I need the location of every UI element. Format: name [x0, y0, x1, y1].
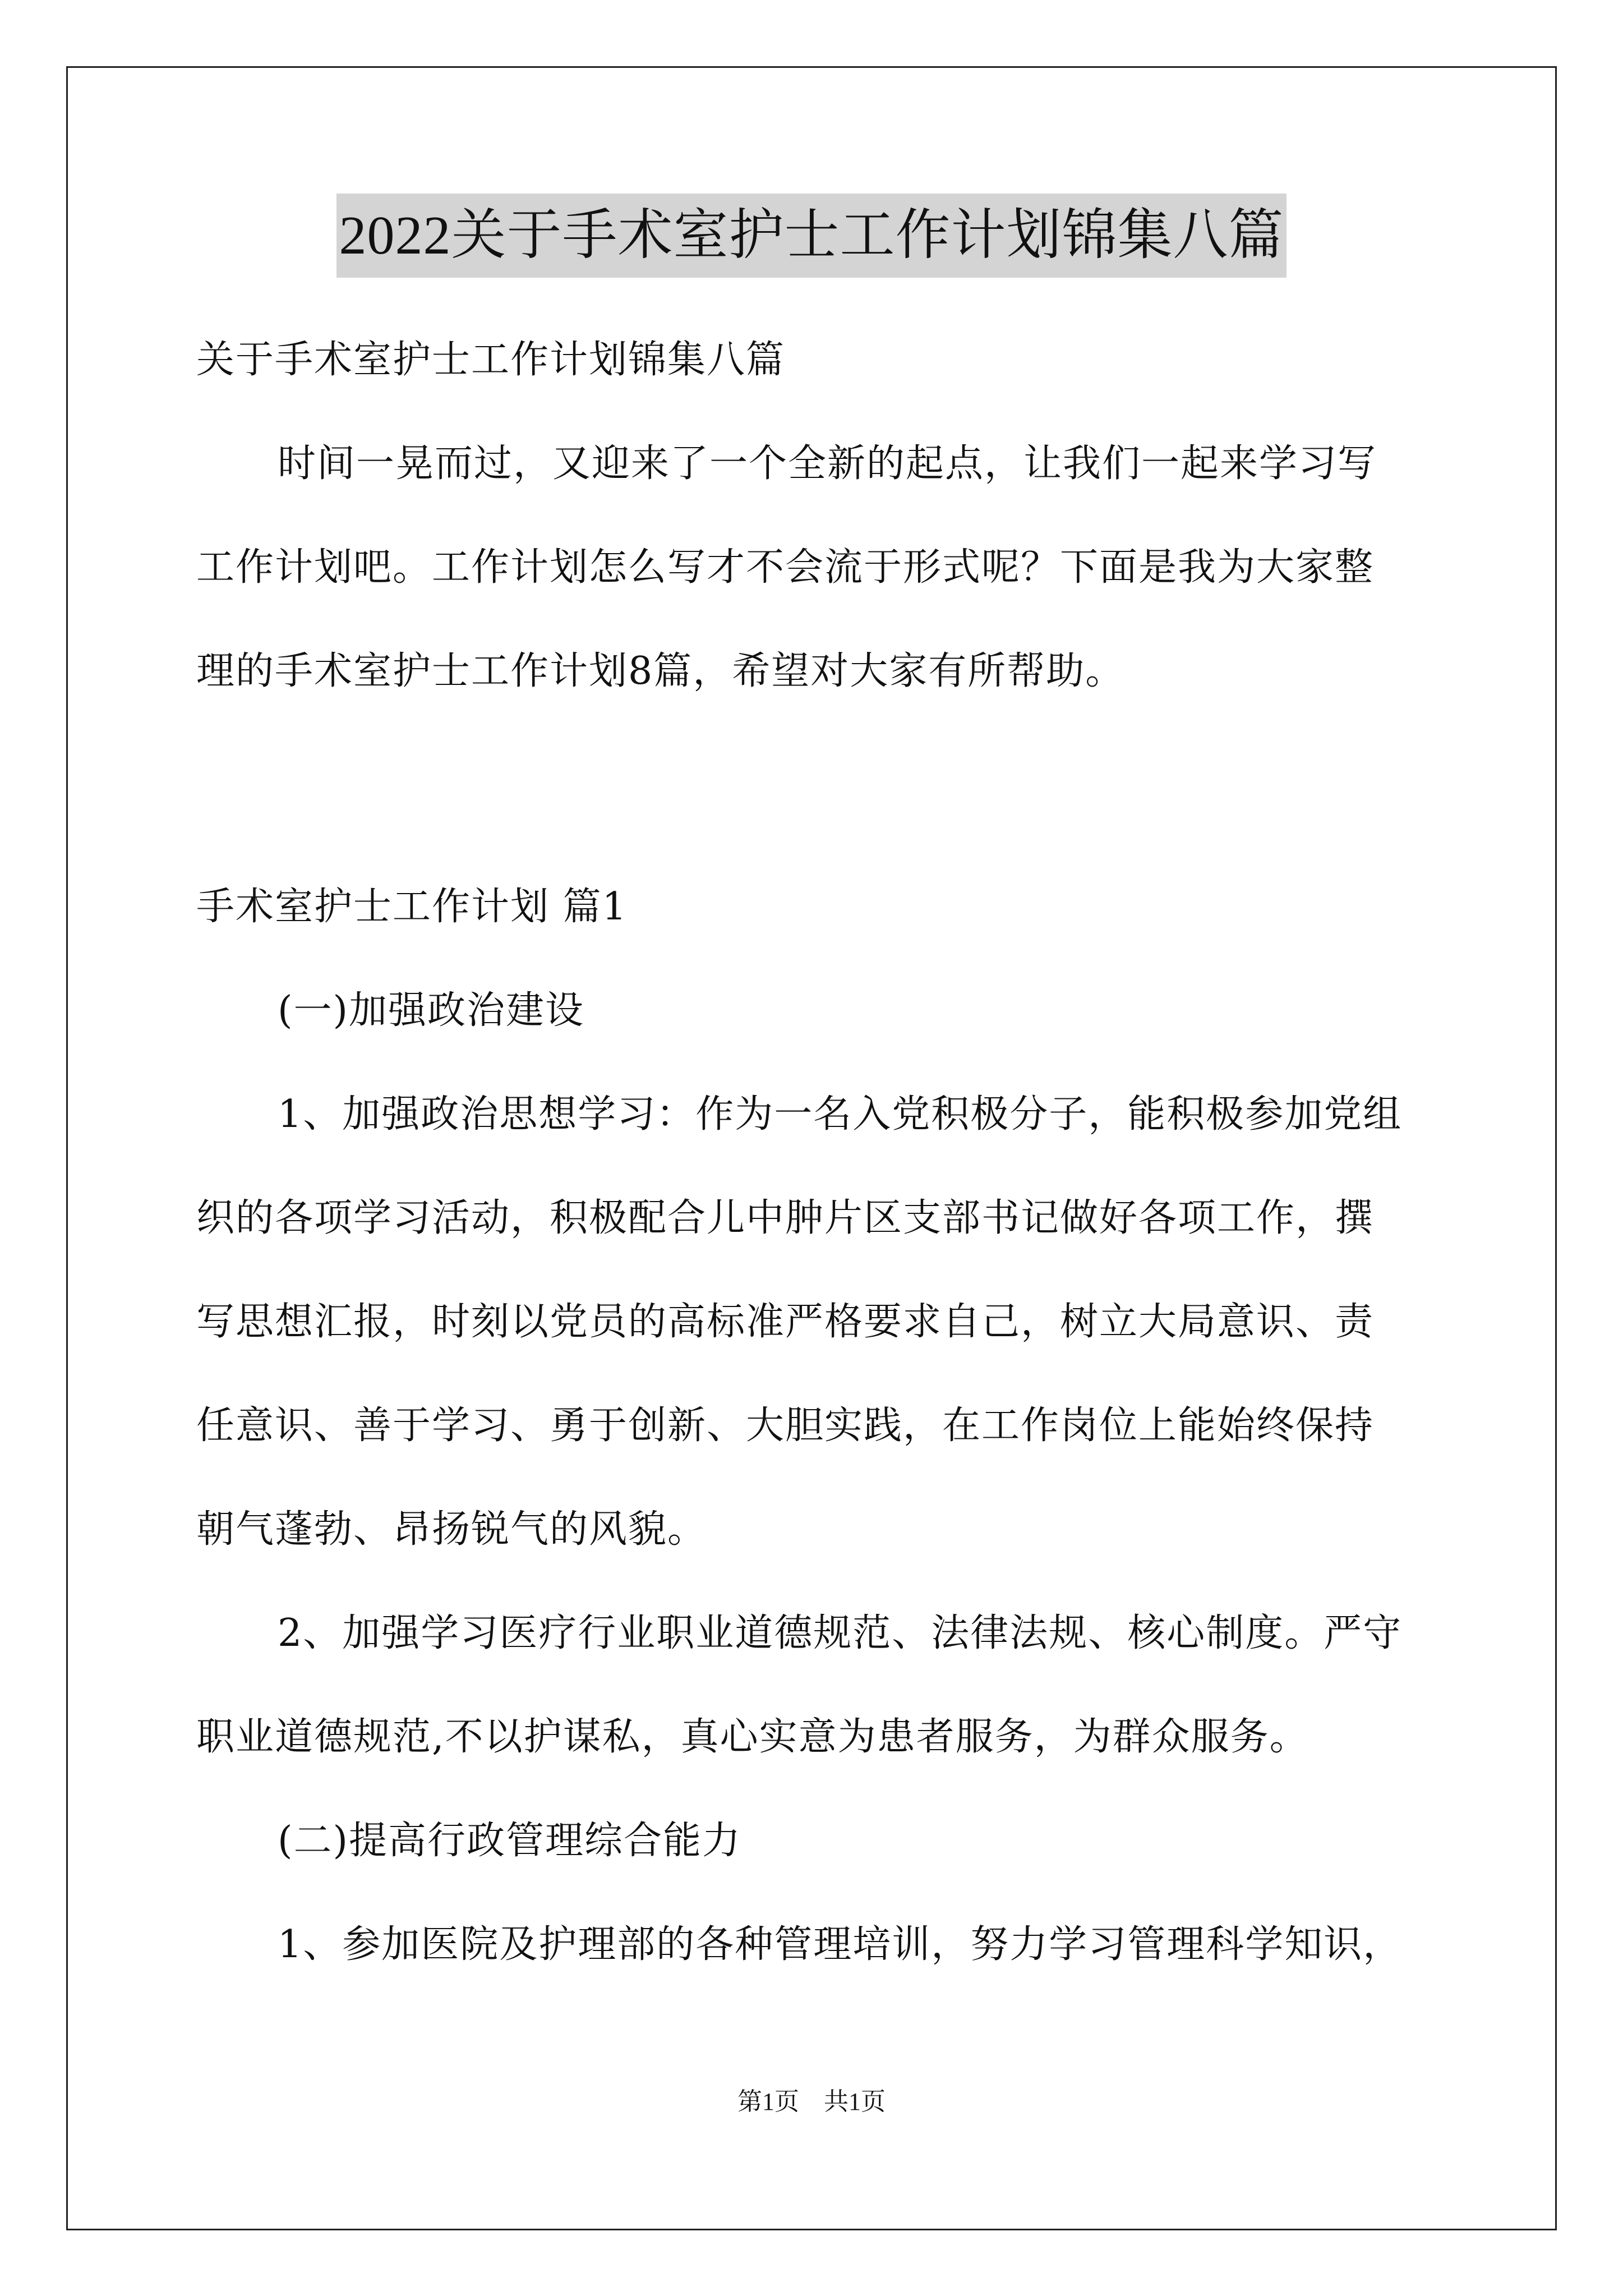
- paragraph-line: 任意识、善于学习、勇于创新、大胆实践，在工作岗位上能始终保持: [196, 1404, 1375, 1448]
- subsection-heading: (一)加强政治建设: [278, 988, 585, 1033]
- title-wrap: [0, 194, 1623, 278]
- paragraph-line: 2、加强学习医疗行业职业道德规范、法律法规、核心制度。严守: [278, 1611, 1403, 1655]
- page-border: [66, 66, 1557, 2230]
- section-heading: 手术室护士工作计划 篇1: [196, 885, 628, 929]
- paragraph-line: 朝气蓬勃、昂扬锐气的风貌。: [196, 1507, 707, 1552]
- paragraph-line: 工作计划吧。工作计划怎么写才不会流于形式呢？下面是我为大家整: [196, 545, 1375, 590]
- paragraph-line: 写思想汇报，时刻以党员的高标准严格要求自己，树立大局意识、责: [196, 1300, 1375, 1344]
- paragraph-line: 职业道德规范,不以护谋私，真心实意为患者服务，为群众服务。: [196, 1715, 1309, 1759]
- paragraph-line: 时间一晃而过，又迎来了一个全新的起点，让我们一起来学习写: [278, 441, 1377, 486]
- paragraph-line: 1、加强政治思想学习：作为一名入党积极分子，能积极参加党组: [278, 1092, 1403, 1137]
- paragraph-line: 1、参加医院及护理部的各种管理培训，努力学习管理科学知识，: [278, 1922, 1403, 1967]
- paragraph-line: 织的各项学习活动，积极配合儿中肿片区支部书记做好各项工作，撰: [196, 1196, 1375, 1240]
- page-number: 第1页 共1页: [737, 2088, 886, 2115]
- subsection-heading: (二)提高行政管理综合能力: [278, 1819, 742, 1863]
- paragraph-line: 理的手术室护士工作计划8篇，希望对大家有所帮助。: [196, 649, 1125, 693]
- document-title: 2022关于手术室护士工作计划锦集八篇: [336, 194, 1286, 278]
- subtitle-line: 关于手术室护士工作计划锦集八篇: [196, 338, 786, 382]
